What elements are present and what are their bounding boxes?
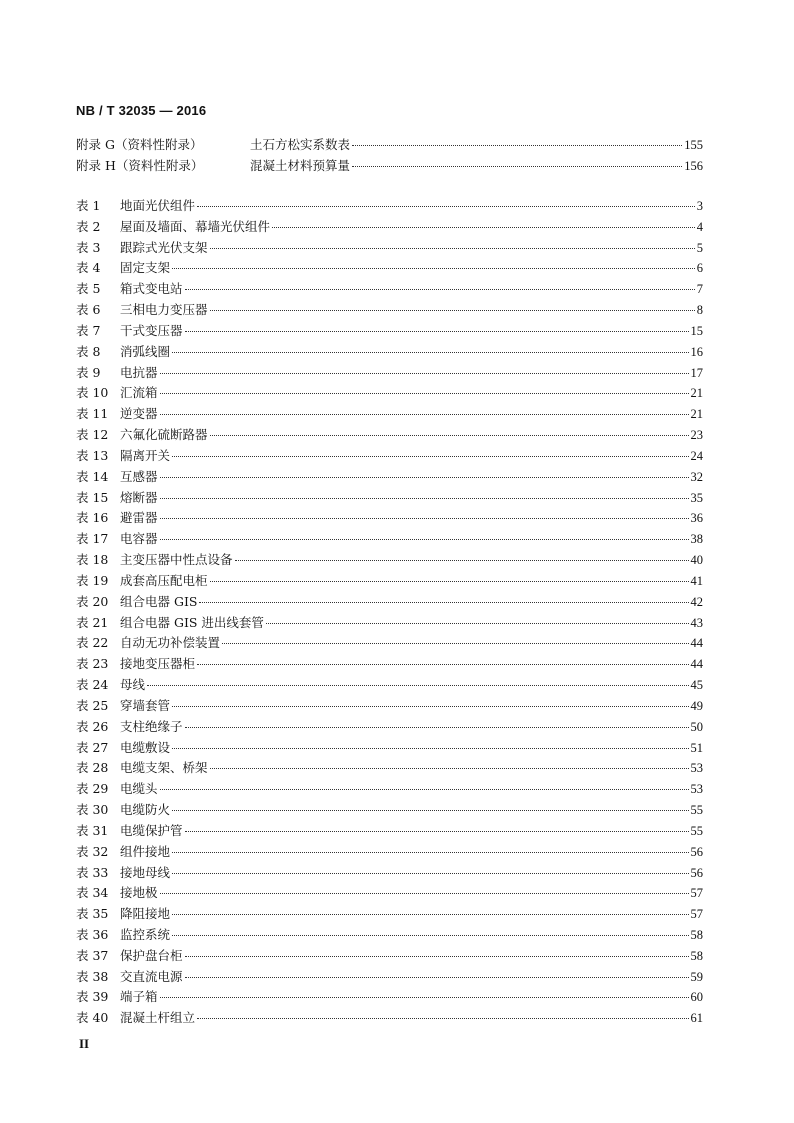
toc-entry-table[interactable]	[76, 217, 703, 238]
toc-entry-label: 表 10	[76, 385, 109, 401]
toc-entry-table[interactable]	[76, 238, 703, 259]
toc-entry-title: 三相电力变压器	[120, 302, 208, 318]
toc-entry-title: 组件接地	[120, 843, 171, 859]
toc-entry-label: 表 5	[76, 281, 101, 297]
toc-dot-leader	[160, 783, 689, 790]
toc-entry-page: 56	[690, 865, 703, 880]
toc-dot-leader	[185, 825, 689, 832]
toc-dot-leader	[160, 887, 689, 894]
toc-entry-page: 41	[690, 573, 703, 588]
toc-dot-leader	[199, 596, 688, 603]
toc-entry-label: 表 21	[76, 614, 109, 630]
toc-entry-page: 49	[690, 698, 703, 713]
toc-entry-label: 表 34	[76, 885, 109, 901]
toc-entry-page: 55	[690, 823, 703, 838]
toc-dot-leader	[172, 846, 688, 853]
toc-entry-title: 避雷器	[120, 510, 158, 526]
toc-dot-leader	[235, 554, 689, 561]
toc-entry-table[interactable]	[76, 946, 703, 967]
toc-entry-title: 监控系统	[120, 926, 171, 942]
toc-entry-table[interactable]	[76, 488, 703, 509]
toc-entry-title: 电容器	[120, 531, 158, 547]
toc-entry-label: 表 25	[76, 697, 109, 713]
toc-entry-label: 表 26	[76, 718, 109, 734]
toc-entry-title: 自动无功补偿装置	[120, 635, 221, 651]
toc-entry-page: 17	[690, 365, 703, 380]
toc-entry-table[interactable]	[76, 425, 703, 446]
toc-dot-leader	[185, 950, 689, 957]
toc-entry-label: 表 40	[76, 1010, 109, 1026]
toc-entry-label: 表 15	[76, 489, 109, 505]
toc-entry-label: 表 3	[76, 239, 101, 255]
toc-entry-table[interactable]	[76, 258, 703, 279]
toc-entry-title: 箱式变电站	[120, 281, 183, 297]
toc-entry-title: 混凝土杆组立	[120, 1010, 196, 1026]
toc-entry-label: 表 18	[76, 552, 109, 568]
toc-entry-title: 互感器	[120, 468, 158, 484]
page-number-footer: II	[79, 1036, 90, 1051]
toc-entry-title: 穿墙套管	[120, 697, 171, 713]
toc-entry-label: 表 24	[76, 677, 109, 693]
toc-entry-table[interactable]	[76, 279, 703, 300]
toc-dot-leader	[172, 908, 688, 915]
toc-entry-page: 43	[690, 615, 703, 630]
toc-entry-table[interactable]	[76, 321, 703, 342]
toc-dot-leader	[172, 929, 688, 936]
toc-entry-title: 隔离开关	[120, 447, 171, 463]
toc-entry-label: 表 39	[76, 989, 109, 1005]
toc-entry-page: 53	[690, 761, 703, 776]
toc-entry-title: 电缆防火	[120, 802, 171, 818]
toc-entry-title: 汇流箱	[120, 385, 158, 401]
toc-entry-appendix-h[interactable]	[76, 156, 703, 177]
toc-entry-label: 表 36	[76, 926, 109, 942]
toc-entry-page: 156	[684, 158, 703, 173]
toc-entry-table[interactable]	[76, 738, 703, 759]
toc-entry-table[interactable]	[76, 550, 703, 571]
toc-dot-leader	[266, 617, 689, 624]
toc-entry-table[interactable]	[76, 987, 703, 1008]
appendix-toc-list	[76, 135, 703, 177]
toc-entry-title: 电缆敷设	[120, 739, 171, 755]
toc-dot-leader	[222, 637, 688, 644]
toc-entry-table[interactable]	[76, 925, 703, 946]
toc-entry-table[interactable]	[76, 613, 703, 634]
toc-entry-title: 六氟化硫断路器	[120, 427, 208, 443]
toc-entry-label: 表 4	[76, 260, 101, 276]
toc-entry-page: 58	[690, 948, 703, 963]
toc-entry-table[interactable]	[76, 675, 703, 696]
toc-entry-label: 表 28	[76, 760, 109, 776]
toc-entry-page: 42	[690, 594, 703, 609]
toc-entry-page: 61	[690, 1011, 703, 1026]
table-toc-list	[76, 196, 703, 1029]
toc-dot-leader	[210, 242, 695, 249]
toc-entry-label: 表 22	[76, 635, 109, 651]
toc-entry-page: 38	[690, 532, 703, 547]
toc-entry-page: 50	[690, 719, 703, 734]
toc-entry-table[interactable]	[76, 633, 703, 654]
toc-entry-title: 接地极	[120, 885, 158, 901]
toc-entry-table[interactable]	[76, 404, 703, 425]
toc-entry-label: 表 37	[76, 947, 109, 963]
toc-entry-title: 固定支架	[120, 260, 171, 276]
toc-dot-leader	[210, 575, 689, 582]
toc-entry-label: 表 20	[76, 593, 109, 609]
toc-dot-leader	[197, 200, 695, 207]
toc-dot-leader	[160, 492, 689, 499]
toc-entry-title: 逆变器	[120, 406, 158, 422]
toc-entry-label: 表 9	[76, 364, 101, 380]
toc-entry-page: 35	[690, 490, 703, 505]
toc-entry-table[interactable]	[76, 654, 703, 675]
toc-entry-appendix-g[interactable]	[76, 135, 703, 156]
toc-entry-title: 接地变压器柜	[120, 656, 196, 672]
toc-entry-title: 土石方松实系数表	[250, 137, 351, 152]
toc-dot-leader	[160, 533, 689, 540]
toc-entry-label: 表 1	[76, 198, 101, 213]
toc-entry-page: 32	[690, 469, 703, 484]
document-code-header: NB / T 32035 — 2016	[76, 103, 207, 118]
toc-dot-leader	[210, 304, 695, 311]
toc-entry-page: 55	[690, 803, 703, 818]
toc-dot-leader	[185, 283, 695, 290]
toc-dot-leader	[172, 804, 688, 811]
toc-entry-label: 附录 H（资料性附录）	[76, 157, 204, 173]
toc-entry-page: 21	[690, 386, 703, 401]
toc-entry-table[interactable]	[76, 863, 703, 884]
toc-entry-label: 表 13	[76, 447, 109, 463]
toc-dot-leader	[147, 679, 688, 686]
toc-entry-page: 8	[696, 303, 703, 318]
toc-entry-label: 表 30	[76, 802, 109, 818]
toc-entry-label: 表 8	[76, 343, 101, 359]
toc-entry-table[interactable]	[76, 883, 703, 904]
toc-entry-table[interactable]	[76, 758, 703, 779]
toc-entry-table[interactable]	[76, 300, 703, 321]
toc-entry-label: 表 16	[76, 510, 109, 526]
toc-entry-table[interactable]	[76, 571, 703, 592]
toc-entry-label: 表 31	[76, 822, 109, 838]
toc-entry-table[interactable]	[76, 800, 703, 821]
toc-entry-table[interactable]	[76, 967, 703, 988]
toc-entry-title: 母线	[120, 677, 146, 693]
toc-entry-title: 支柱绝缘子	[120, 718, 183, 734]
toc-dot-leader	[185, 325, 689, 332]
toc-entry-page: 36	[690, 511, 703, 526]
toc-entry-label: 表 6	[76, 302, 101, 318]
toc-entry-label: 表 2	[76, 218, 101, 234]
toc-entry-table[interactable]	[76, 467, 703, 488]
toc-entry-page: 40	[690, 553, 703, 568]
toc-entry-table[interactable]	[76, 529, 703, 550]
toc-entry-table[interactable]	[76, 717, 703, 738]
toc-dot-leader	[210, 762, 689, 769]
toc-entry-page: 58	[690, 927, 703, 942]
toc-entry-title: 跟踪式光伏支架	[120, 239, 208, 255]
toc-dot-leader	[272, 221, 695, 228]
toc-dot-leader	[197, 658, 688, 665]
toc-entry-page: 57	[690, 886, 703, 901]
toc-entry-title: 消弧线圈	[120, 343, 171, 359]
toc-entry-page: 4	[696, 219, 703, 234]
toc-entry-title: 电缆支架、桥架	[120, 760, 208, 776]
toc-entry-title: 电抗器	[120, 364, 158, 380]
toc-entry-label: 表 7	[76, 322, 101, 338]
toc-entry-table[interactable]	[76, 196, 703, 217]
toc-entry-title: 电缆头	[120, 781, 158, 797]
toc-entry-table[interactable]	[76, 904, 703, 925]
toc-dot-leader	[172, 867, 688, 874]
toc-entry-label: 表 19	[76, 572, 109, 588]
toc-entry-table[interactable]	[76, 363, 703, 384]
toc-dot-leader	[160, 408, 689, 415]
toc-entry-label: 表 17	[76, 531, 109, 547]
toc-entry-page: 23	[690, 428, 703, 443]
toc-entry-label: 表 23	[76, 656, 109, 672]
toc-dot-leader	[172, 262, 695, 269]
toc-entry-title: 成套高压配电柜	[120, 572, 208, 588]
toc-entry-title: 保护盘台柜	[120, 947, 183, 963]
toc-entry-title: 端子箱	[120, 989, 158, 1005]
toc-entry-table[interactable]	[76, 508, 703, 529]
toc-entry-table[interactable]	[76, 1008, 703, 1029]
toc-entry-page: 44	[690, 636, 703, 651]
toc-entry-page: 21	[690, 407, 703, 422]
toc-entry-table[interactable]	[76, 696, 703, 717]
toc-entry-page: 57	[690, 907, 703, 922]
toc-entry-label: 表 14	[76, 468, 109, 484]
toc-entry-page: 155	[684, 138, 703, 152]
toc-entry-title: 主变压器中性点设备	[120, 552, 233, 568]
toc-entry-title: 干式变压器	[120, 322, 183, 338]
toc-entry-table[interactable]	[76, 592, 703, 613]
toc-entry-title: 混凝土材料预算量	[250, 157, 351, 173]
toc-dot-leader	[160, 991, 689, 998]
toc-entry-label: 表 35	[76, 906, 109, 922]
toc-dot-leader	[197, 1012, 688, 1019]
toc-entry-title: 组合电器 GIS	[120, 593, 198, 609]
toc-entry-title: 降阻接地	[120, 906, 171, 922]
toc-dot-leader	[210, 429, 689, 436]
toc-entry-label: 表 33	[76, 864, 109, 880]
toc-entry-page: 44	[690, 657, 703, 672]
toc-dot-leader	[160, 367, 689, 374]
toc-dot-leader	[172, 450, 688, 457]
toc-entry-table[interactable]	[76, 842, 703, 863]
toc-entry-title: 熔断器	[120, 489, 158, 505]
toc-entry-page: 3	[696, 199, 703, 213]
toc-entry-page: 56	[690, 844, 703, 859]
toc-entry-label: 表 32	[76, 843, 109, 859]
toc-entry-page: 59	[690, 969, 703, 984]
toc-entry-page: 16	[690, 344, 703, 359]
toc-dot-leader	[172, 346, 688, 353]
toc-dot-leader	[185, 721, 689, 728]
toc-entry-page: 7	[696, 282, 703, 297]
toc-entry-table[interactable]	[76, 446, 703, 467]
toc-entry-page: 6	[696, 261, 703, 276]
toc-dot-leader	[185, 971, 689, 978]
toc-entry-page: 51	[690, 740, 703, 755]
toc-dot-leader	[352, 160, 682, 167]
toc-entry-title: 电缆保护管	[120, 822, 183, 838]
toc-dot-leader	[172, 742, 688, 749]
toc-entry-label: 表 12	[76, 427, 109, 443]
toc-entry-title: 地面光伏组件	[120, 198, 196, 213]
toc-entry-table[interactable]	[76, 821, 703, 842]
toc-dot-leader	[160, 512, 689, 519]
toc-entry-title: 屋面及墙面、幕墙光伏组件	[120, 218, 271, 234]
toc-entry-page: 45	[690, 678, 703, 693]
toc-entry-page: 5	[696, 240, 703, 255]
toc-dot-leader	[172, 700, 688, 707]
toc-entry-page: 60	[690, 990, 703, 1005]
toc-dot-leader	[160, 387, 689, 394]
toc-entry-label: 表 29	[76, 781, 109, 797]
toc-dot-leader	[160, 471, 689, 478]
toc-entry-label: 附录 G（资料性附录）	[76, 137, 203, 152]
toc-entry-label: 表 27	[76, 739, 109, 755]
toc-entry-table[interactable]	[76, 779, 703, 800]
toc-entry-label: 表 11	[76, 406, 109, 422]
toc-dot-leader	[352, 139, 682, 146]
toc-entry-table[interactable]	[76, 383, 703, 404]
toc-entry-title: 接地母线	[120, 864, 171, 880]
toc-entry-page: 24	[690, 448, 703, 463]
toc-entry-title: 交直流电源	[120, 968, 183, 984]
toc-entry-page: 53	[690, 782, 703, 797]
toc-entry-page: 15	[690, 323, 703, 338]
toc-entry-title: 组合电器 GIS 进出线套管	[120, 614, 264, 630]
toc-entry-label: 表 38	[76, 968, 109, 984]
toc-entry-table[interactable]	[76, 342, 703, 363]
